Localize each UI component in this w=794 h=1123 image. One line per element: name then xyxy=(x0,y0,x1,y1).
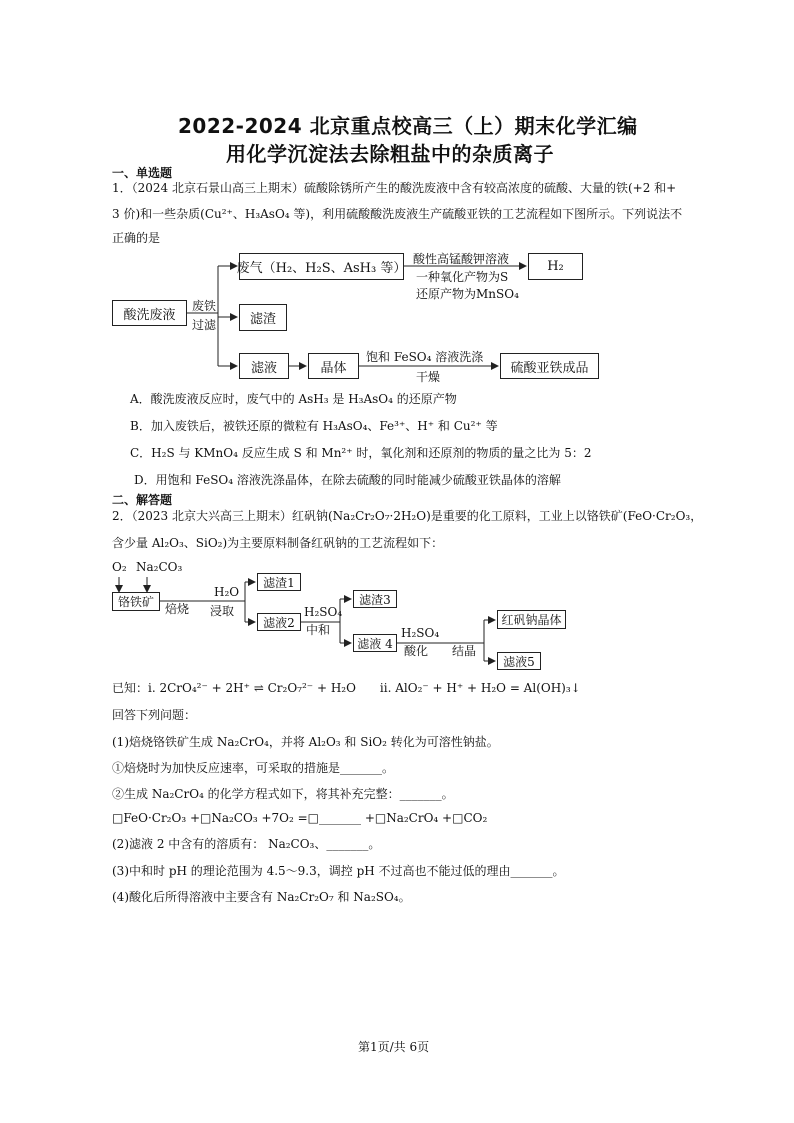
doc-title-line2: 用化学沉淀法去除粗盐中的杂质离子 xyxy=(226,142,554,166)
flow-label-dry: 干燥 xyxy=(416,370,441,384)
flow-box-crystal: 晶体 xyxy=(308,353,359,379)
flow2-label-crystallize: 结晶 xyxy=(452,644,477,658)
flow2-box-residue1: 滤渣1 xyxy=(257,573,301,591)
flow2-box-residue3: 滤渣3 xyxy=(353,590,397,608)
flow-label-kmno4: 酸性高锰酸钾溶液 xyxy=(413,252,510,266)
q1-option-a: A．酸洗废液反应时，废气中的 AsH₃ 是 H₃AsO₄ 的还原产物 xyxy=(130,392,457,406)
q2-part1-1: ①焙烧时为加快反应速率，可采取的措施是_______。 xyxy=(112,761,395,775)
flow-box-filtrate: 滤液 xyxy=(239,353,289,379)
flow2-box-chromite: 铬铁矿 xyxy=(112,592,160,611)
flow2-box-filtrate4: 滤液 4 xyxy=(353,634,397,652)
flow2-label-na2co3: Na₂CO₃ xyxy=(136,560,183,574)
q2-known-equations: 已知：i. 2CrO₄²⁻ + 2H⁺ ⇌ Cr₂O₇²⁻ + H₂O ii. AlO₂⁻ + H⁺ + H₂O = Al(OH)₃↓ xyxy=(112,681,581,695)
flow2-label-neutralize: 中和 xyxy=(306,623,331,637)
flow2-label-h2so4-acidify: H₂SO₄ xyxy=(401,626,440,640)
q2-stem-line2: 含少量 Al₂O₃、SiO₂)为主要原料制备红矾钠的工艺流程如下： xyxy=(112,536,444,550)
q2-stem-line1: 2．（2023 北京大兴高三上期末）红矾钠(Na₂Cr₂O₇·2H₂O)是重要的化工原料，工业上以铬铁矿(FeO·Cr₂O₃， xyxy=(112,509,703,523)
flow2-label-acidify: 酸化 xyxy=(404,644,429,658)
q2-part4: (4)酸化后所得溶液中主要含有 Na₂Cr₂O₇ 和 Na₂SO₄。 xyxy=(112,890,411,904)
flow2-label-o2: O₂ xyxy=(112,560,127,574)
flow2-label-leach: 浸取 xyxy=(210,604,235,618)
q1-option-c: C．H₂S 与 KMnO₄ 反应生成 S 和 Mn²⁺ 时，氧化剂和还原剂的物质的量之比为 5：2 xyxy=(130,446,592,460)
q1-stem-line3: 正确的是 xyxy=(112,231,161,245)
flow-label-wash: 饱和 FeSO₄ 溶液洗涤 xyxy=(366,350,484,364)
q2-part1-2: ②生成 Na₂CrO₄ 的化学方程式如下，将其补充完整：_______。 xyxy=(112,787,454,801)
q2-equation: □FeO·Cr₂O₃ +□Na₂CO₃ +7O₂ =□_______ +□Na₂CrO₄ +□CO₂ xyxy=(112,811,488,825)
flow-box-product: 硫酸亚铁成品 xyxy=(500,353,599,379)
flow-label-filter: 过滤 xyxy=(192,318,217,332)
flow-box-h2: H₂ xyxy=(528,253,583,280)
q2-part3: (3)中和时 pH 的理论范围为 4.5～9.3，调控 pH 不过高也不能过低的理由_______。 xyxy=(112,864,565,878)
q1-option-b: B．加入废铁后，被铁还原的微粒有 H₃AsO₄、Fe³⁺、H⁺ 和 Cu²⁺ 等 xyxy=(130,419,498,433)
q1-stem-line1: 1．（2024 北京石景山高三上期末）硫酸除锈所产生的酸洗废液中含有较高浓度的硫酸、大量的铁(+2 和+ xyxy=(112,181,677,195)
section-heading-single-choice: 一、单选题 xyxy=(112,166,173,180)
q1-stem-line2: 3 价)和一些杂质(Cu²⁺、H₃AsO₄ 等)，利用硫酸酸洗废液生产硫酸亚铁的工艺流程如下图所示。下列说法不 xyxy=(112,207,683,221)
flow2-box-filtrate5: 滤液5 xyxy=(497,652,541,670)
page-footer: 第1页/共 6页 xyxy=(358,1040,430,1054)
flow-box-waste-gas: 废气（H₂、H₂S、AsH₃ 等） xyxy=(239,253,404,280)
q2-answer-intro: 回答下列问题： xyxy=(112,708,197,722)
flow-label-oxidation-product: 一种氧化产物为S xyxy=(416,270,509,284)
flow-label-scrap-iron: 废铁 xyxy=(192,299,217,313)
flow2-box-filtrate2: 滤液2 xyxy=(257,613,301,631)
flow-box-acid-waste: 酸洗废液 xyxy=(112,300,187,326)
q2-part2: (2)滤液 2 中含有的溶质有： Na₂CO₃、_______。 xyxy=(112,837,381,851)
flow2-box-sodium-dichromate: 红矾钠晶体 xyxy=(497,610,566,629)
q1-option-d: D．用饱和 FeSO₄ 溶液洗涤晶体，在除去硫酸的同时能减少硫酸亚铁晶体的溶解 xyxy=(134,473,561,487)
flow-label-reduction-product: 还原产物为MnSO₄ xyxy=(416,287,519,301)
section-heading-answer: 二、解答题 xyxy=(112,493,173,507)
doc-title-line1: 2022-2024 北京重点校高三（上）期末化学汇编 xyxy=(178,114,638,138)
flow2-label-h2so4-neutralize: H₂SO₄ xyxy=(304,605,343,619)
flow2-label-h2o: H₂O xyxy=(214,585,240,599)
flow2-label-roast: 焙烧 xyxy=(165,602,190,616)
q2-part1: (1)焙烧铬铁矿生成 Na₂CrO₄，并将 Al₂O₃ 和 SiO₂ 转化为可溶性钠盐。 xyxy=(112,735,499,749)
flow-box-filter-residue: 滤渣 xyxy=(239,304,287,331)
